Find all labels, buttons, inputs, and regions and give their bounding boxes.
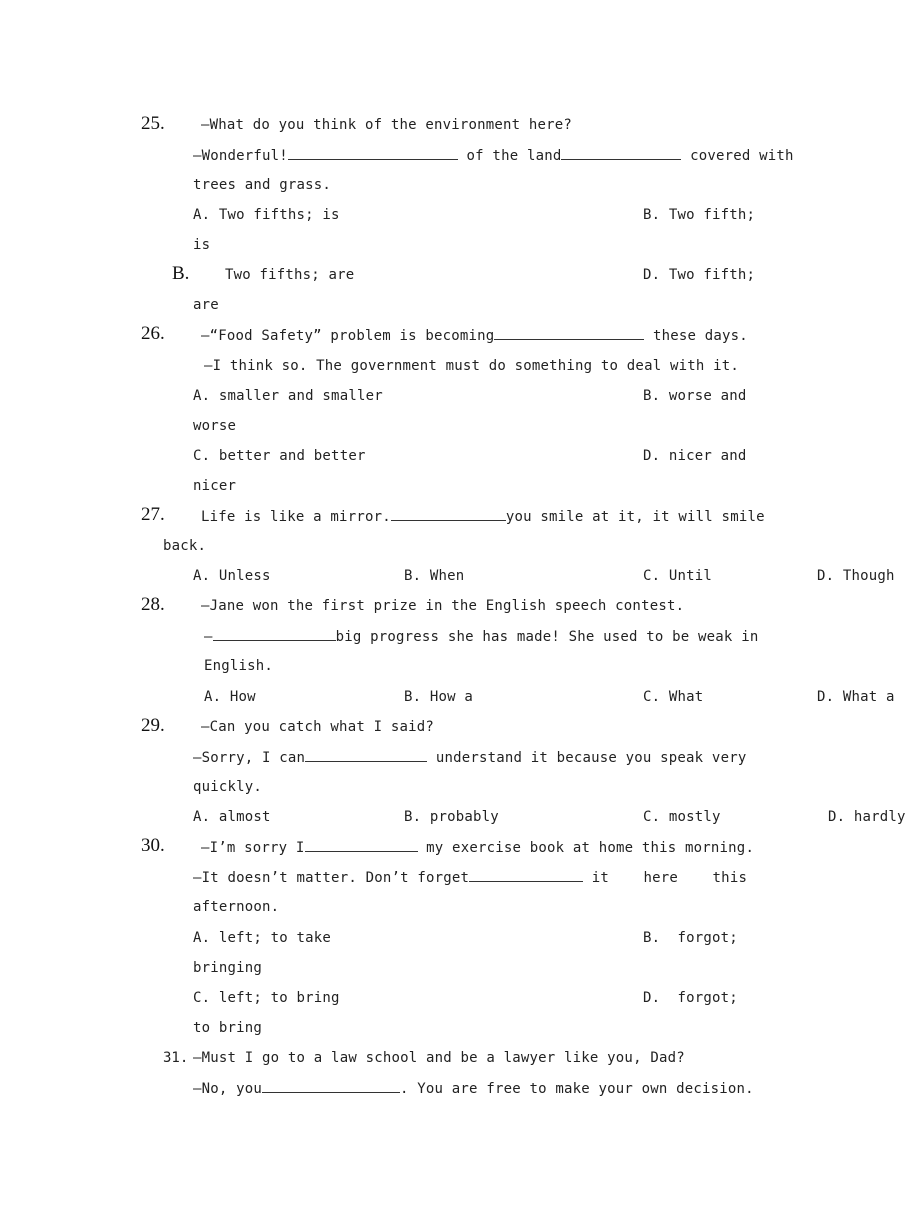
option-b: B. probably: [404, 809, 499, 825]
line-text: —Wonderful!: [193, 148, 288, 164]
question-number: 29.: [141, 715, 165, 736]
option-d: D. forgot;: [643, 990, 738, 1006]
option-a: A. How: [204, 689, 256, 705]
option-d: D. Two fifth;: [643, 267, 756, 283]
line-text: covered with: [681, 148, 794, 164]
option-b: B. forgot;: [643, 930, 738, 946]
option-a: A. smaller and smaller: [193, 388, 383, 404]
question-line: [201, 838, 754, 857]
line-text: it here this: [583, 870, 748, 886]
line-text: Life is like a mirror.: [201, 509, 391, 525]
question-line: —Jane won the first prize in the English speech contest.: [201, 598, 685, 614]
option-c: C. mostly: [643, 809, 721, 825]
line-text: —No, you: [193, 1081, 263, 1097]
option-c: Two fifths; are: [225, 267, 355, 283]
question-line: [201, 507, 765, 526]
answer-blank: [262, 1079, 400, 1093]
line-text: —It doesn’t matter. Don’t forget: [193, 870, 470, 886]
line-text: my exercise book at home this morning.: [417, 840, 755, 856]
option-d: D. hardly: [828, 809, 906, 825]
option-d-wrap: nicer: [193, 478, 237, 494]
option-c-label: B.: [172, 263, 190, 284]
question-line: back.: [163, 538, 207, 554]
question-line: trees and grass.: [193, 177, 332, 193]
question-number: 27.: [141, 504, 165, 525]
answer-blank: [469, 868, 583, 882]
question-number: 25.: [141, 113, 165, 134]
answer-blank: [391, 507, 506, 521]
question-line: quickly.: [193, 779, 263, 795]
question-line: —Must I go to a law school and be a lawyer like you, Dad?: [193, 1050, 685, 1066]
question-line: —What do you think of the environment here?: [201, 117, 573, 133]
line-text: —I’m sorry I: [201, 840, 305, 856]
option-d-wrap: are: [193, 297, 219, 313]
option-c: C. What: [643, 689, 704, 705]
question-line: [193, 868, 747, 887]
option-c: C. better and better: [193, 448, 366, 464]
option-a: A. Two fifths; is: [193, 207, 340, 223]
answer-blank: [288, 146, 458, 160]
question-line: [201, 326, 748, 345]
question-line: afternoon.: [193, 899, 280, 915]
answer-blank: [561, 146, 681, 160]
option-c: C. left; to bring: [193, 990, 340, 1006]
question-number: 26.: [141, 323, 165, 344]
option-b-wrap: is: [193, 237, 211, 253]
option-d: D. What a: [817, 689, 895, 705]
answer-blank: [494, 326, 644, 340]
option-a: A. almost: [193, 809, 271, 825]
question-line: [204, 627, 758, 646]
question-line: [193, 748, 746, 767]
option-b: B. How a: [404, 689, 474, 705]
option-c: C. Until: [643, 568, 713, 584]
line-text: big progress she has made! She used to be weak in: [335, 629, 759, 645]
question-number: 30.: [141, 835, 165, 856]
question-line: —Can you catch what I said?: [201, 719, 434, 735]
option-a: A. Unless: [193, 568, 271, 584]
option-d: D. Though: [817, 568, 895, 584]
option-b: B. Two fifth;: [643, 207, 756, 223]
line-text: —“Food Safety” problem is becoming: [201, 328, 495, 344]
question-line: [193, 1079, 754, 1098]
question-line: —I think so. The government must do something to deal with it.: [204, 358, 739, 374]
option-b: B. worse and: [643, 388, 747, 404]
question-line: English.: [204, 658, 274, 674]
line-text: understand it because you speak very: [427, 750, 747, 766]
line-text: these days.: [644, 328, 748, 344]
line-text: of the land: [457, 148, 562, 164]
answer-blank: [305, 838, 418, 852]
option-b: B. When: [404, 568, 465, 584]
option-a: A. left; to take: [193, 930, 332, 946]
question-number: 31.: [163, 1050, 189, 1066]
question-number: 28.: [141, 594, 165, 615]
line-text: . You are free to make your own decision.: [400, 1081, 754, 1097]
line-text: you smile at it, it will smile: [505, 509, 765, 525]
option-b-wrap: worse: [193, 418, 237, 434]
option-d-wrap: to bring: [193, 1020, 263, 1036]
line-text: —: [204, 629, 213, 645]
answer-blank: [305, 748, 427, 762]
option-b-wrap: bringing: [193, 960, 263, 976]
answer-blank: [213, 627, 336, 641]
option-d: D. nicer and: [643, 448, 747, 464]
line-text: —Sorry, I can: [193, 750, 306, 766]
question-line: [193, 146, 794, 165]
